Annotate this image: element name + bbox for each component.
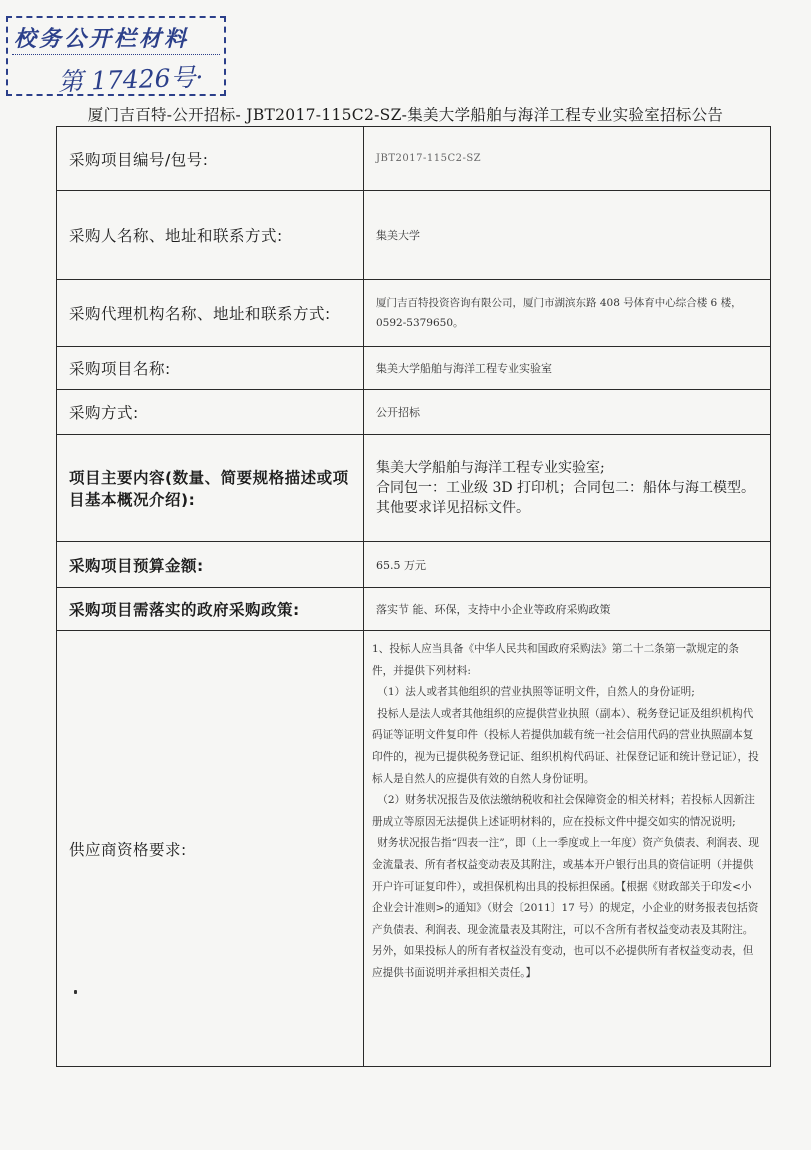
- agency-label: 采购代理机构名称、地址和联系方式:: [57, 280, 364, 347]
- policy-value: 落实节 能、环保，支持中小企业等政府采购政策: [364, 588, 771, 631]
- content-line: 合同包一：工业级 3D 打印机；合同包二：船体与海工模型。: [376, 480, 756, 496]
- content-value: [364, 435, 771, 542]
- agency-value: 厦门吉百特投资咨询有限公司，厦门市湖滨东路 408 号体育中心综合楼 6 楼，0592-5379650。: [364, 280, 771, 347]
- project-code-value: JBT2017-115C2-SZ: [364, 127, 771, 191]
- table-row: [57, 435, 771, 542]
- table-row: [57, 588, 771, 631]
- qualification-paragraph: （1）法人或者其他组织的营业执照等证明文件，自然人的身份证明;: [377, 686, 695, 699]
- table-row: [57, 347, 771, 390]
- qualification-paragraph: 1、投标人应当具备《中华人民共和国政府采购法》第二十二条第一款规定的条件，并提供下列材料:: [372, 643, 739, 677]
- budget-value: 65.5 万元: [364, 542, 771, 588]
- table-row: [57, 390, 771, 435]
- announcement-table: [56, 126, 771, 1067]
- policy-label: 采购项目需落实的政府采购政策:: [57, 588, 364, 631]
- table-row: [57, 127, 771, 191]
- qualification-paragraph: 财务状况报告指“四表一注”，即（上一季度或上一年度）资产负债表、利润表、现金流量表、所有者权益变动表及其附注，或基本开户银行出具的资信证明（并提供开户许可证复印件），或担保机构出具的投标担保函。【根据《财政部关于印发<小企业会计准则>的通知》（财会〔2011〕17 号）的规定，小企业的财务报表包括资产负债表、利润表、现金流量表及其附注，可以不含所有者权益变动表及其附注。另外，如果投标人的所有者权益没有变动，也可以不必提供所有者权益变动表，但应提供书面说明并承担相关责任。】: [372, 837, 759, 979]
- qualification-value: [364, 631, 771, 1067]
- method-label: 采购方式:: [57, 390, 364, 435]
- stamp-divider: [12, 54, 220, 55]
- content-line: 集美大学船舶与海洋工程专业实验室;: [376, 460, 605, 476]
- content-label: 项目主要内容(数量、简要规格描述或项目基本概况介绍):: [57, 435, 364, 542]
- project-name-label: 采购项目名称:: [57, 347, 364, 390]
- table-row: [57, 631, 771, 1067]
- content-line: 其他要求详见招标文件。: [376, 500, 530, 516]
- stamp-number: 第 17426号·: [57, 62, 204, 97]
- table-row: [57, 280, 771, 347]
- purchaser-value: 集美大学: [364, 191, 771, 280]
- method-value: 公开招标: [364, 390, 771, 435]
- qualification-label: 供应商资格要求:: [57, 631, 364, 1067]
- purchaser-label: 采购人名称、地址和联系方式:: [57, 191, 364, 280]
- project-name-value: 集美大学船舶与海洋工程专业实验室: [364, 347, 771, 390]
- project-code-label: 采购项目编号/包号:: [57, 127, 364, 191]
- scan-speck: [74, 990, 77, 994]
- qualification-paragraph: 投标人是法人或者其他组织的应提供营业执照（副本）、税务登记证及组织机构代码证等证明文件复印件（投标人若提供加载有统一社会信用代码的营业执照副本复印件的，视为已提供税务登记证、组织机构代码证、社保登记证和统计登记证），投标人是自然人的应提供有效的自然人身份证明。: [372, 707, 759, 785]
- budget-label: 采购项目预算金额:: [57, 542, 364, 588]
- table-row: [57, 542, 771, 588]
- archive-stamp: [6, 16, 226, 96]
- table-row: [57, 191, 771, 280]
- stamp-title: 校务公开栏材料: [14, 27, 190, 52]
- qualification-paragraph: （2）财务状况报告及依法缴纳税收和社会保障资金的相关材料；若投标人因新注册成立等原因无法提供上述证明材料的，应在投标文件中提交如实的情况说明;: [372, 794, 755, 828]
- document-title: 厦门吉百特-公开招标- JBT2017-115C2-SZ-集美大学船舶与海洋工程专业实验室招标公告: [87, 106, 724, 124]
